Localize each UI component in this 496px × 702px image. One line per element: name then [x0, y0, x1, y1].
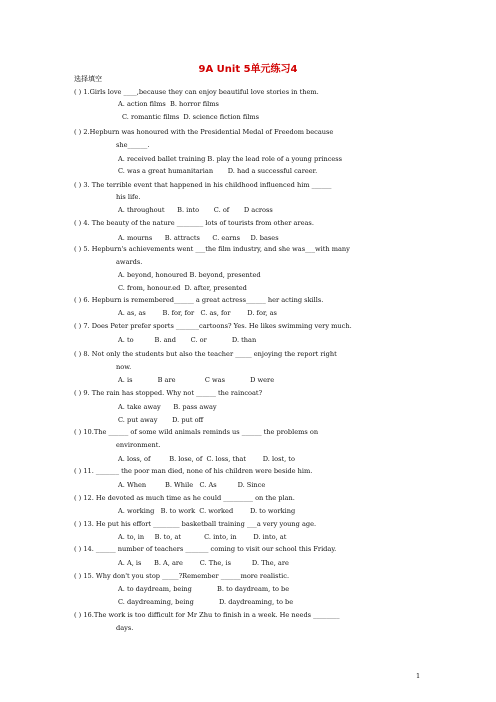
question-9-options-cd: C. put away D. put off: [118, 416, 204, 424]
question-15-options-ab: A. to daydream, being B. to daydream, to be: [118, 585, 290, 593]
question-9: ( ) 9. The rain has stopped. Why not ______ the raincoat?: [74, 389, 263, 397]
question-14: ( ) 14. ______ number of teachers _______ coming to visit our school this Friday.: [74, 545, 337, 553]
question-5-options-ab: A. beyond, honoured B. beyond, presented: [118, 271, 261, 279]
question-3: ( ) 3. The terrible event that happened in his childhood influenced him ______: [74, 181, 332, 189]
question-15-options-cd: C. daydreaming, being D. daydreaming, to be: [118, 598, 294, 606]
question-15: ( ) 15. Why don't you stop _____?Remember ______more realistic.: [74, 572, 290, 580]
question-8: ( ) 8. Not only the students but also the teacher _____ enjoying the report right: [74, 350, 337, 358]
question-2-options-cd: C. was a great humanitarian D. had a successful career.: [118, 167, 318, 175]
question-2: ( ) 2.Hepburn was honoured with the Presidential Medal of Freedom because: [74, 128, 334, 136]
question-3-continued: his life.: [116, 193, 141, 201]
question-6-options: A. as, as B. for, for C. as, for D. for, as: [118, 309, 277, 317]
question-8-options: A. is B are C was D were: [118, 376, 275, 384]
question-8-continued: now.: [116, 363, 132, 371]
question-11: ( ) 11. _______ the poor man died, none of his children were beside him.: [74, 467, 313, 475]
page-title: 9A Unit 5单元练习4: [198, 64, 298, 75]
question-2-continued: she______.: [116, 141, 150, 149]
question-13: ( ) 13. He put his effort ________ basketball training ___a very young age.: [74, 520, 317, 528]
question-7-options: A. to B. and C. or D. than: [118, 336, 257, 344]
page-number: 1: [416, 672, 421, 680]
question-4: ( ) 4. The beauty of the nature ________ lots of tourists from other areas.: [74, 219, 314, 227]
question-14-options: A. A, is B. A, are C. The, is D. The, are: [118, 559, 289, 567]
question-4-options: A. mourns B. attracts C. earns D. bases: [118, 234, 279, 242]
question-16: ( ) 16.The work is too difficult for Mr Zhu to finish in a week. He needs ________: [74, 611, 340, 619]
question-10-continued: environment.: [116, 441, 161, 449]
question-10-options: A. loss, of B. lose, of C. loss, that D. lost, to: [118, 455, 295, 463]
question-13-options: A. to, in B. to, at C. into, in D. into, at: [118, 533, 287, 541]
question-1: ( ) 1.Girls love ____,because they can enjoy beautiful love stories in them.: [74, 88, 319, 96]
section-heading: 选择填空: [74, 75, 102, 83]
question-12: ( ) 12. He devoted as much time as he could _________ on the plan.: [74, 494, 295, 502]
question-11-options: A. When B. While C. As D. Since: [118, 481, 266, 489]
question-1-options-ab: A. action films B. horror films: [118, 100, 219, 108]
question-5-continued: awards.: [116, 258, 143, 266]
question-3-options: A. throughout B. into C. of D across: [118, 206, 273, 214]
question-5-options-cd: C. from, honour.ed D. after, presented: [118, 284, 247, 292]
question-16-continued: days.: [116, 624, 134, 632]
question-2-options-ab: A. received ballet training B. play the lead role of a young princess: [118, 155, 343, 163]
question-9-options-ab: A. take away B. pass away: [118, 403, 217, 411]
question-1-options-cd: C. romantic films D. science fiction films: [122, 113, 260, 121]
question-5: ( ) 5. Hepburn's achievements went ___the film industry, and she was___with many: [74, 245, 350, 253]
question-7: ( ) 7. Does Peter prefer sports _______cartoons? Yes. He likes swimming very much.: [74, 322, 352, 330]
question-6: ( ) 6. Hepburn is remembered______ a great actress______ her acting skills.: [74, 296, 324, 304]
question-12-options: A. working B. to work C. worked D. to working: [118, 507, 296, 515]
question-10: ( ) 10.The ______ of some wild animals reminds us ______ the problems on: [74, 428, 319, 436]
